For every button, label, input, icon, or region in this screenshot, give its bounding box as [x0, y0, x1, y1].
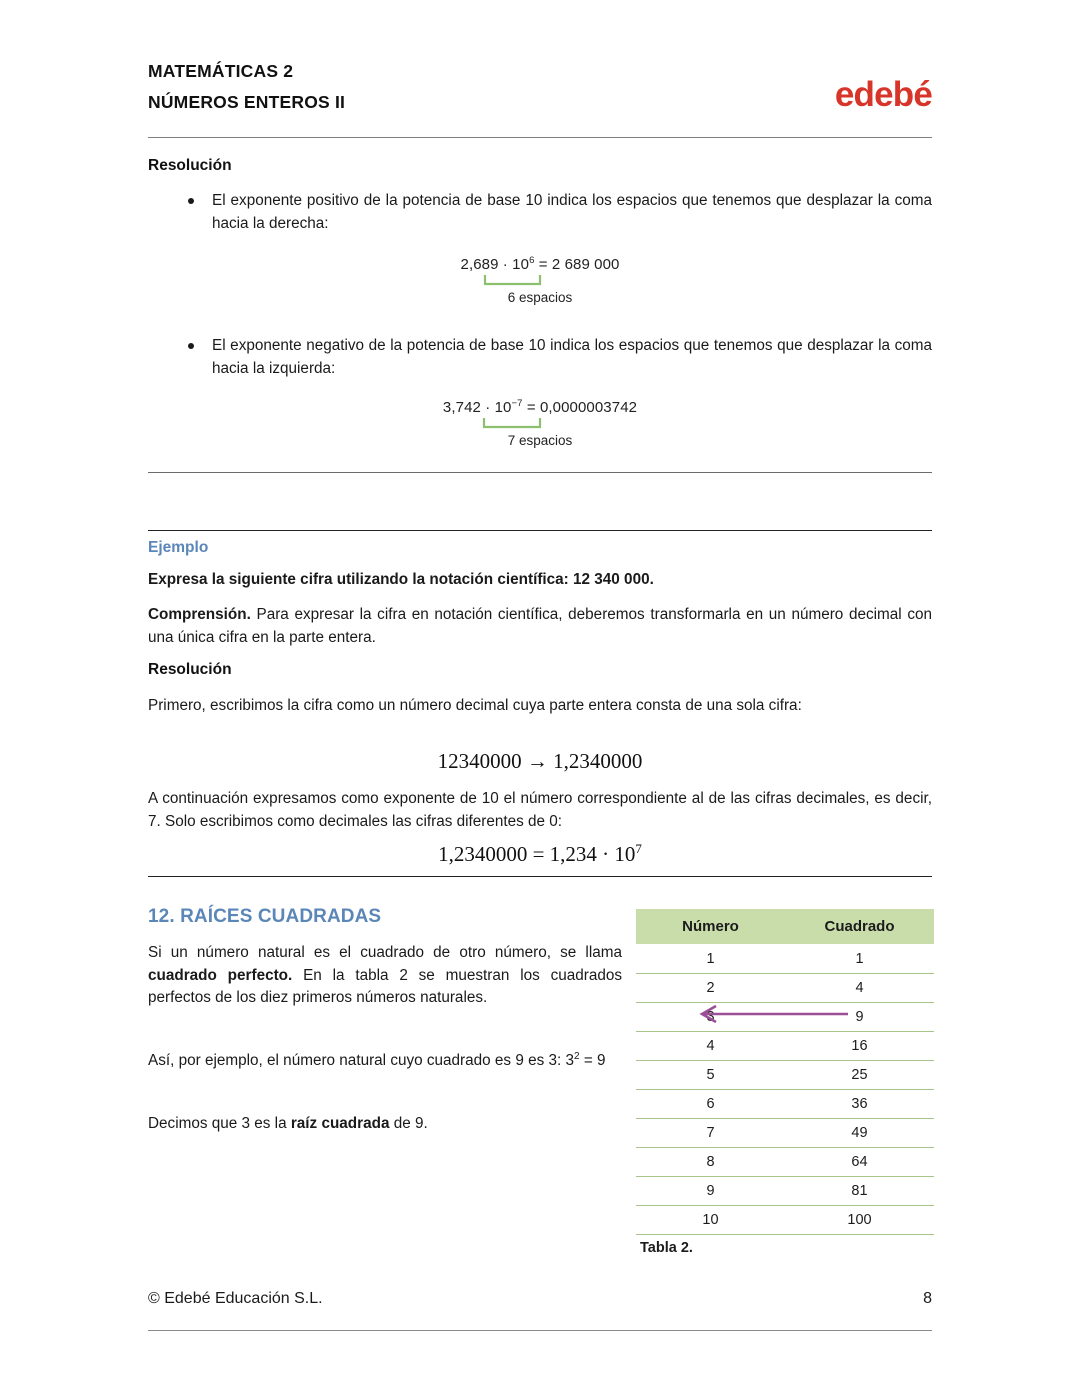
section-divider-1 — [148, 472, 932, 473]
table-caption: Tabla 2. — [640, 1240, 693, 1256]
footer-divider — [148, 1330, 932, 1331]
table-cell-cuadrado: 64 — [785, 1148, 934, 1177]
header-title-subject: MATEMÁTICAS 2 — [148, 61, 294, 81]
figure-1-caption: 6 espacios — [507, 290, 573, 305]
bullet-2-text: El exponente negativo de la potencia de base 10 indica los espacios que tenemos que desplazar la coma hacia la izquierda: — [212, 337, 932, 377]
page-header — [148, 56, 932, 134]
section-12-title: 12. RAÍCES CUADRADAS — [148, 906, 382, 927]
para1-part-b: En la tabla 2 se muestran los cuadrados perfectos de los diez primeros números naturales. — [148, 966, 622, 1006]
table-cell-cuadrado: 100 — [785, 1206, 934, 1235]
table-cell-cuadrado: 36 — [785, 1090, 934, 1119]
table-cell-cuadrado: 4 — [785, 974, 934, 1003]
figure-1-equation: $2,689 \cdot 10^6 = 2$ 689 000 — [460, 255, 620, 273]
bullet-1-text: El exponente positivo de la potencia de base 10 indica los espacios que tenemos que desplazar la coma hacia la derecha: — [212, 192, 932, 232]
header-titles — [148, 56, 345, 118]
header-title-unit: NÚMEROS ENTEROS II — [148, 92, 346, 112]
table-squares — [636, 909, 934, 1235]
section-12-paragraph-3 — [148, 1113, 622, 1136]
para2-part-a: Así, por ejemplo, el número natural cuyo cuadrado es 9 es 3: 3 — [148, 1052, 575, 1069]
comprension-text: Para expresar la cifra en notación científica, deberemos transformarla en un número decimal con una única cifra en la parte entera. — [148, 606, 932, 646]
para1-bold: cuadrado perfecto. — [148, 966, 293, 984]
table-row — [636, 1090, 934, 1119]
table-cell-numero: 10 — [636, 1206, 785, 1235]
figure-2-caption: 7 espacios — [507, 433, 573, 448]
ejemplo-paragraph-1: Primero, escribimos la cifra como un número decimal cuya parte entera consta de una sola cifra: — [148, 697, 802, 714]
ejemplo-paragraph-2: A continuación expresamos como exponente de 10 el número correspondiente al de las cifras decimales, es decir, 7. Solo escribimos como decimales las cifras diferentes de 0: — [148, 790, 932, 830]
table-cell-numero: 8 — [636, 1148, 785, 1177]
figure-positive-exponent — [148, 256, 932, 305]
table-cell-numero: 6 — [636, 1090, 785, 1119]
resolucion-heading: Resolución — [148, 157, 232, 174]
table-header-cuadrado: Cuadrado — [785, 909, 934, 944]
brace-svg-2 — [148, 416, 932, 432]
para3-bold: raíz cuadrada — [290, 1115, 390, 1132]
section-12-paragraph-2 — [148, 1050, 622, 1073]
table-cell-numero: 3 — [636, 1003, 785, 1032]
bullet-item-2 — [148, 335, 932, 380]
ejemplo-equation-2: $1,2340000 = 1,234 \cdot 10^7$ — [438, 841, 642, 866]
table-cell-numero: 4 — [636, 1032, 785, 1061]
ejemplo-label: Ejemplo — [148, 539, 209, 556]
table-cell-numero: 5 — [636, 1061, 785, 1090]
para3-part-a: Decimos que 3 es la — [148, 1115, 291, 1132]
section-12-paragraph-1 — [148, 942, 622, 1010]
table-cell-cuadrado: 25 — [785, 1061, 934, 1090]
table-row — [636, 944, 934, 974]
table-row — [636, 1148, 934, 1177]
comprension-label: Comprensión. — [148, 606, 251, 623]
para3-part-b: de 9. — [389, 1115, 428, 1132]
table-cell-numero: 9 — [636, 1177, 785, 1206]
figure-2-equation: $3,742 \cdot 10^{-7} = 0,0000003742$ — [442, 398, 638, 416]
table-row — [636, 1061, 934, 1090]
ejemplo-statement: Expresa la siguiente cifra utilizando la notación científica: 12 340 000. — [148, 571, 654, 588]
table-row — [636, 1119, 934, 1148]
page-footer — [148, 1290, 932, 1308]
table-header-numero: Número — [636, 909, 785, 944]
footer-page-number: 8 — [923, 1290, 932, 1307]
brace-svg-1 — [148, 273, 932, 289]
table-row — [636, 974, 934, 1003]
table-row — [636, 1032, 934, 1061]
figure-2-brace — [148, 416, 932, 432]
para2-part-b: = 9 — [579, 1052, 606, 1069]
ejemplo-resolucion-heading: Resolución — [148, 661, 232, 678]
table-body — [636, 944, 934, 1235]
para1-part-a: Si un número natural es el cuadrado de otro número, se llama — [148, 944, 622, 961]
figure-negative-exponent — [148, 399, 932, 448]
bullet-dot-icon — [188, 198, 194, 204]
header-divider — [148, 137, 932, 138]
section-divider-2 — [148, 876, 932, 877]
table-cell-numero: 1 — [636, 944, 785, 974]
footer-copyright: © Edebé Educación S.L. — [148, 1290, 323, 1307]
figure-1-brace — [148, 273, 932, 289]
edebe-logo: edebé — [834, 75, 932, 114]
bullet-dot-icon — [188, 343, 194, 349]
table-row — [636, 1177, 934, 1206]
ejemplo-equation-1: 12340000 → 1,2340000 — [437, 749, 643, 773]
table-cell-numero: 7 — [636, 1119, 785, 1148]
table-cell-numero: 2 — [636, 974, 785, 1003]
bullet-item-1 — [148, 190, 932, 235]
table-row — [636, 1003, 934, 1032]
para2-exponent: 2 — [574, 1050, 580, 1062]
table-row — [636, 1206, 934, 1235]
table-cell-cuadrado: 49 — [785, 1119, 934, 1148]
ejemplo-top-divider — [148, 530, 932, 531]
table-header-row — [636, 909, 934, 944]
table-cell-cuadrado: 16 — [785, 1032, 934, 1061]
squares-table — [636, 909, 934, 1235]
ejemplo-comprension — [148, 604, 932, 649]
table-cell-cuadrado: 9 — [785, 1003, 934, 1032]
table-cell-cuadrado: 81 — [785, 1177, 934, 1206]
table-cell-cuadrado: 1 — [785, 944, 934, 974]
